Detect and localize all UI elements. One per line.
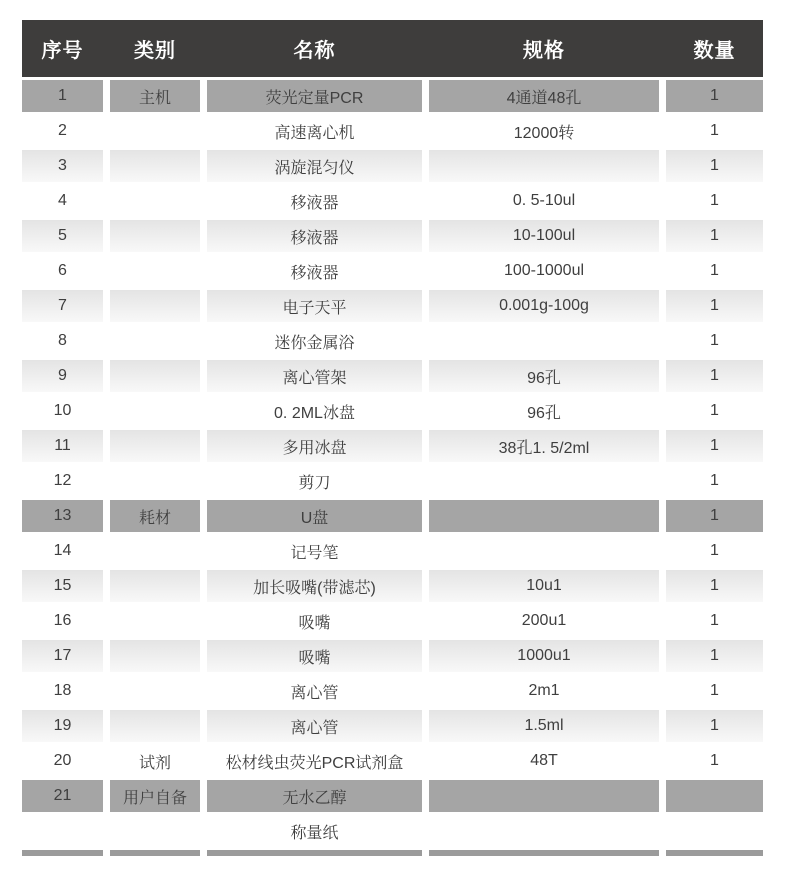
quantity-cell: 1 xyxy=(666,185,763,217)
quantity-cell: 1 xyxy=(666,465,763,497)
category-cell xyxy=(110,675,200,707)
serial-cell: 11 xyxy=(22,430,103,462)
serial-cell: 14 xyxy=(22,535,103,567)
table-row xyxy=(22,325,763,357)
serial-cell: 17 xyxy=(22,640,103,672)
serial-cell: 12 xyxy=(22,465,103,497)
table-row xyxy=(22,185,763,217)
spec-cell: 38孔1. 5/2ml xyxy=(429,430,659,462)
category-cell xyxy=(110,255,200,287)
serial-cell: 13 xyxy=(22,500,103,532)
name-cell: 移液器 xyxy=(207,185,422,217)
spec-cell: 0. 5-10ul xyxy=(429,185,659,217)
name-cell: 称量纸 xyxy=(207,815,422,847)
serial-cell: 6 xyxy=(22,255,103,287)
table-row xyxy=(22,430,763,462)
serial-cell: 7 xyxy=(22,290,103,322)
spec-cell: 12000转 xyxy=(429,115,659,147)
table-row-truncated xyxy=(22,850,763,856)
spec-cell: 1000u1 xyxy=(429,640,659,672)
quantity-cell: 1 xyxy=(666,360,763,392)
table-row xyxy=(22,640,763,672)
name-cell: 吸嘴 xyxy=(207,640,422,672)
name-cell: 高速离心机 xyxy=(207,115,422,147)
quantity-cell: 1 xyxy=(666,80,763,112)
category-cell: 试剂 xyxy=(110,745,200,777)
quantity-cell: 1 xyxy=(666,220,763,252)
header-quantity: 数量 xyxy=(693,40,736,62)
serial-cell xyxy=(22,815,103,847)
name-cell: 荧光定量PCR xyxy=(207,80,422,112)
name-cell: 剪刀 xyxy=(207,465,422,497)
serial-cell: 21 xyxy=(22,780,103,812)
table-row xyxy=(22,395,763,427)
spec-cell: 100-1000ul xyxy=(429,255,659,287)
table-row xyxy=(22,255,763,287)
serial-cell: 19 xyxy=(22,710,103,742)
name-cell: 离心管架 xyxy=(207,360,422,392)
name-cell: 离心管 xyxy=(207,675,422,707)
serial-cell: 1 xyxy=(22,80,103,112)
name-cell: 涡旋混匀仪 xyxy=(207,150,422,182)
table-row xyxy=(22,290,763,322)
category-cell xyxy=(110,570,200,602)
table-row xyxy=(22,605,763,637)
spec-cell: 4通道48孔 xyxy=(429,80,659,112)
header-spec: 规格 xyxy=(523,40,565,62)
name-cell: 记号笔 xyxy=(207,535,422,567)
category-cell: 主机 xyxy=(110,80,200,112)
quantity-cell: 1 xyxy=(666,500,763,532)
name-cell: 迷你金属浴 xyxy=(207,325,422,357)
serial-cell: 3 xyxy=(22,150,103,182)
table-row xyxy=(22,500,763,532)
table-row xyxy=(22,220,763,252)
category-cell xyxy=(110,430,200,462)
header-serial: 序号 xyxy=(41,40,84,62)
quantity-cell: 1 xyxy=(666,605,763,637)
quantity-cell xyxy=(666,815,763,847)
serial-cell xyxy=(22,850,103,856)
spec-cell: 48T xyxy=(429,745,659,777)
name-cell: 电子天平 xyxy=(207,290,422,322)
category-cell: 耗材 xyxy=(110,500,200,532)
quantity-cell: 1 xyxy=(666,675,763,707)
name-cell: 移液器 xyxy=(207,255,422,287)
name-cell xyxy=(207,850,422,856)
table-row xyxy=(22,815,763,847)
serial-cell: 8 xyxy=(22,325,103,357)
category-cell xyxy=(110,290,200,322)
serial-cell: 9 xyxy=(22,360,103,392)
category-cell xyxy=(110,605,200,637)
name-cell: 无水乙醇 xyxy=(207,780,422,812)
category-cell xyxy=(110,815,200,847)
quantity-cell: 1 xyxy=(666,255,763,287)
category-cell xyxy=(110,185,200,217)
table-row xyxy=(22,535,763,567)
spec-cell: 96孔 xyxy=(429,360,659,392)
serial-cell: 2 xyxy=(22,115,103,147)
name-cell: 离心管 xyxy=(207,710,422,742)
quantity-cell: 1 xyxy=(666,710,763,742)
category-cell xyxy=(110,850,200,856)
quantity-cell: 1 xyxy=(666,325,763,357)
spec-cell xyxy=(429,325,659,357)
category-cell: 用户自备 xyxy=(110,780,200,812)
name-cell: 吸嘴 xyxy=(207,605,422,637)
spec-cell xyxy=(429,815,659,847)
quantity-cell: 1 xyxy=(666,150,763,182)
serial-cell: 18 xyxy=(22,675,103,707)
table-row xyxy=(22,745,763,777)
table-row xyxy=(22,80,763,112)
spec-cell: 96孔 xyxy=(429,395,659,427)
category-cell xyxy=(110,360,200,392)
category-cell xyxy=(110,220,200,252)
name-cell: 加长吸嘴(带滤芯) xyxy=(207,570,422,602)
spec-cell: 2m1 xyxy=(429,675,659,707)
quantity-cell: 1 xyxy=(666,115,763,147)
table-row xyxy=(22,360,763,392)
serial-cell: 15 xyxy=(22,570,103,602)
table-row xyxy=(22,675,763,707)
category-cell xyxy=(110,115,200,147)
quantity-cell: 1 xyxy=(666,745,763,777)
quantity-cell xyxy=(666,850,763,856)
spec-cell xyxy=(429,500,659,532)
spec-cell: 10-100ul xyxy=(429,220,659,252)
category-cell xyxy=(110,535,200,567)
name-cell: 松材线虫荧光PCR试剂盒 xyxy=(207,745,422,777)
quantity-cell: 1 xyxy=(666,395,763,427)
spec-cell xyxy=(429,780,659,812)
name-cell: 多用冰盘 xyxy=(207,430,422,462)
spec-cell xyxy=(429,465,659,497)
spec-cell: 200u1 xyxy=(429,605,659,637)
table-row xyxy=(22,570,763,602)
quantity-cell: 1 xyxy=(666,430,763,462)
serial-cell: 20 xyxy=(22,745,103,777)
serial-cell: 10 xyxy=(22,395,103,427)
table-row xyxy=(22,465,763,497)
name-cell: 0. 2ML冰盘 xyxy=(207,395,422,427)
spec-cell xyxy=(429,150,659,182)
spec-cell: 10u1 xyxy=(429,570,659,602)
table-body xyxy=(22,80,763,847)
category-cell xyxy=(110,710,200,742)
spec-cell: 0.001g-100g xyxy=(429,290,659,322)
quantity-cell: 1 xyxy=(666,640,763,672)
table-row xyxy=(22,150,763,182)
quantity-cell xyxy=(666,780,763,812)
category-cell xyxy=(110,150,200,182)
name-cell: U盘 xyxy=(207,500,422,532)
table-header-row xyxy=(22,20,763,77)
name-cell: 移液器 xyxy=(207,220,422,252)
table-row xyxy=(22,780,763,812)
serial-cell: 16 xyxy=(22,605,103,637)
table-row xyxy=(22,710,763,742)
serial-cell: 5 xyxy=(22,220,103,252)
spec-cell: 1.5ml xyxy=(429,710,659,742)
spec-cell xyxy=(429,850,659,856)
serial-cell: 4 xyxy=(22,185,103,217)
quantity-cell: 1 xyxy=(666,570,763,602)
category-cell xyxy=(110,395,200,427)
spec-cell xyxy=(429,535,659,567)
category-cell xyxy=(110,465,200,497)
quantity-cell: 1 xyxy=(666,535,763,567)
header-category: 类别 xyxy=(134,40,176,62)
quantity-cell: 1 xyxy=(666,290,763,322)
table-row xyxy=(22,115,763,147)
category-cell xyxy=(110,325,200,357)
equipment-table xyxy=(22,20,763,856)
header-name: 名称 xyxy=(293,40,336,62)
category-cell xyxy=(110,640,200,672)
